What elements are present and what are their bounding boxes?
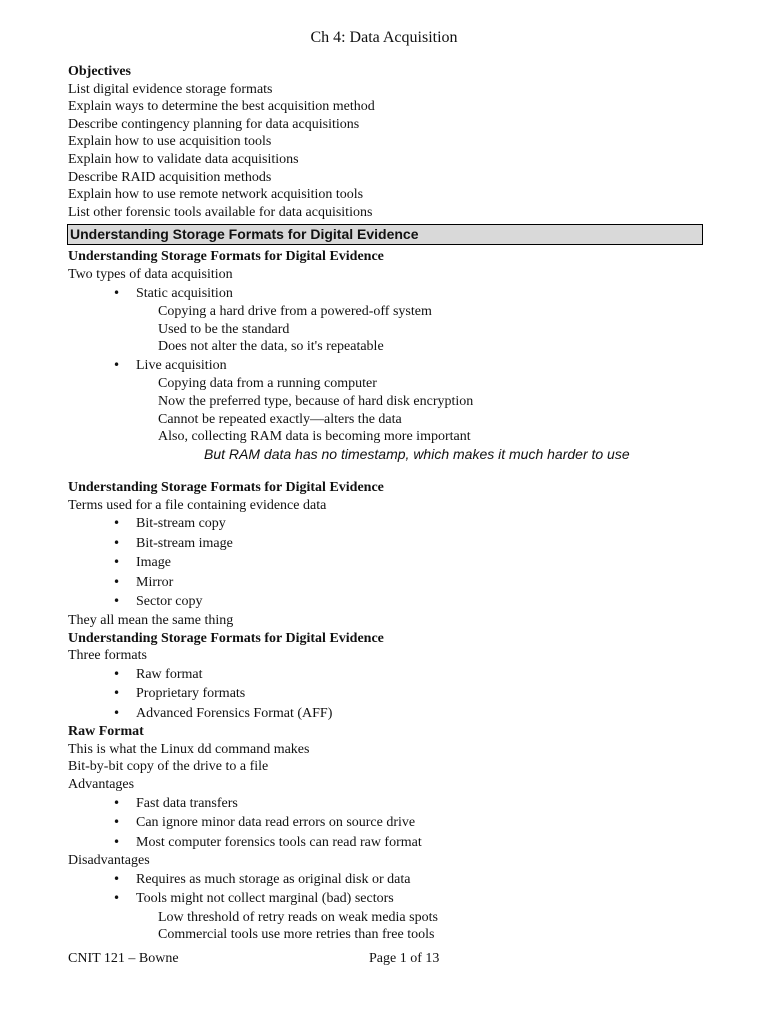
paragraph-line: They all mean the same thing (68, 612, 234, 628)
section-banner: Understanding Storage Formats for Digital Evidence (67, 224, 703, 245)
document-body (68, 63, 708, 944)
objective-item: Explain how to use remote network acquisition tools (68, 187, 364, 203)
objective-item: Explain how to use acquisition tools (68, 134, 272, 150)
footer-course: CNIT 121 – Bowne (68, 951, 179, 966)
objective-item: List other forensic tools available for data acquisitions (68, 204, 373, 220)
bullet-item: • Mirror (68, 573, 708, 593)
disadvantages-label: Disadvantages (68, 853, 150, 869)
sub-item: Cannot be repeated exactly—alters the data (158, 411, 402, 427)
sub-item: Used to be the standard (158, 321, 290, 337)
bullet-item: • Sector copy (68, 592, 708, 612)
objective-item: List digital evidence storage formats (68, 81, 273, 97)
bullet-item: • Live acquisition (68, 356, 708, 376)
bullet-item: • Tools might not collect marginal (bad) sectors (68, 889, 708, 909)
bullet-item: • Raw format (68, 665, 708, 685)
paragraph-line: Two types of data acquisition (68, 266, 233, 282)
bullet-item: • Can ignore minor data read errors on source drive (68, 813, 708, 833)
bullet-item: • Image (68, 553, 708, 573)
sub-item: Copying a hard drive from a powered-off system (158, 304, 432, 320)
paragraph-line: Terms used for a file containing evidence data (68, 497, 327, 513)
bullet-item: • Proprietary formats (68, 684, 708, 704)
sub-item: Copying data from a running computer (158, 376, 377, 392)
sub-item: Does not alter the data, so it's repeatable (158, 339, 384, 355)
bullet-item: • Fast data transfers (68, 794, 708, 814)
sub-item: Low threshold of retry reads on weak media spots (158, 909, 438, 925)
section-heading: Understanding Storage Formats for Digital Evidence (68, 630, 384, 646)
objectives-heading: Objectives (68, 64, 131, 79)
paragraph-line: Three formats (68, 648, 147, 664)
sub-item: Commercial tools use more retries than free tools (158, 927, 435, 943)
page-title: Ch 4: Data Acquisition (310, 29, 458, 46)
bullet-item: • Bit-stream copy (68, 514, 708, 534)
bullet-item: • Requires as much storage as original disk or data (68, 870, 708, 890)
bullet-item: • Static acquisition (68, 284, 708, 304)
objective-item: Describe contingency planning for data acquisitions (68, 116, 360, 132)
section-heading: Understanding Storage Formats for Digital Evidence (68, 249, 384, 265)
italic-note: But RAM data has no timestamp, which makes it much harder to use (204, 445, 630, 462)
bullet-item: • Most computer forensics tools can read raw format (68, 833, 708, 853)
advantages-label: Advantages (68, 777, 135, 793)
objective-item: Explain how to validate data acquisitions (68, 151, 299, 167)
objective-item: Describe RAID acquisition methods (68, 169, 272, 185)
objective-item: Explain ways to determine the best acquisition method (68, 99, 375, 115)
paragraph-line: Bit-by-bit copy of the drive to a file (68, 759, 269, 775)
sub-item: Now the preferred type, because of hard disk encryption (158, 393, 474, 409)
section-heading: Understanding Storage Formats for Digital Evidence (68, 480, 384, 496)
bullet-item: • Advanced Forensics Format (AFF) (68, 704, 708, 724)
sub-item: Also, collecting RAM data is becoming more important (158, 429, 471, 445)
footer-page-number: Page 1 of 13 (369, 951, 440, 966)
section-heading: Raw Format (68, 724, 144, 740)
paragraph-line: This is what the Linux dd command makes (68, 741, 310, 757)
spacer (68, 463, 708, 479)
bullet-item: • Bit-stream image (68, 534, 708, 554)
